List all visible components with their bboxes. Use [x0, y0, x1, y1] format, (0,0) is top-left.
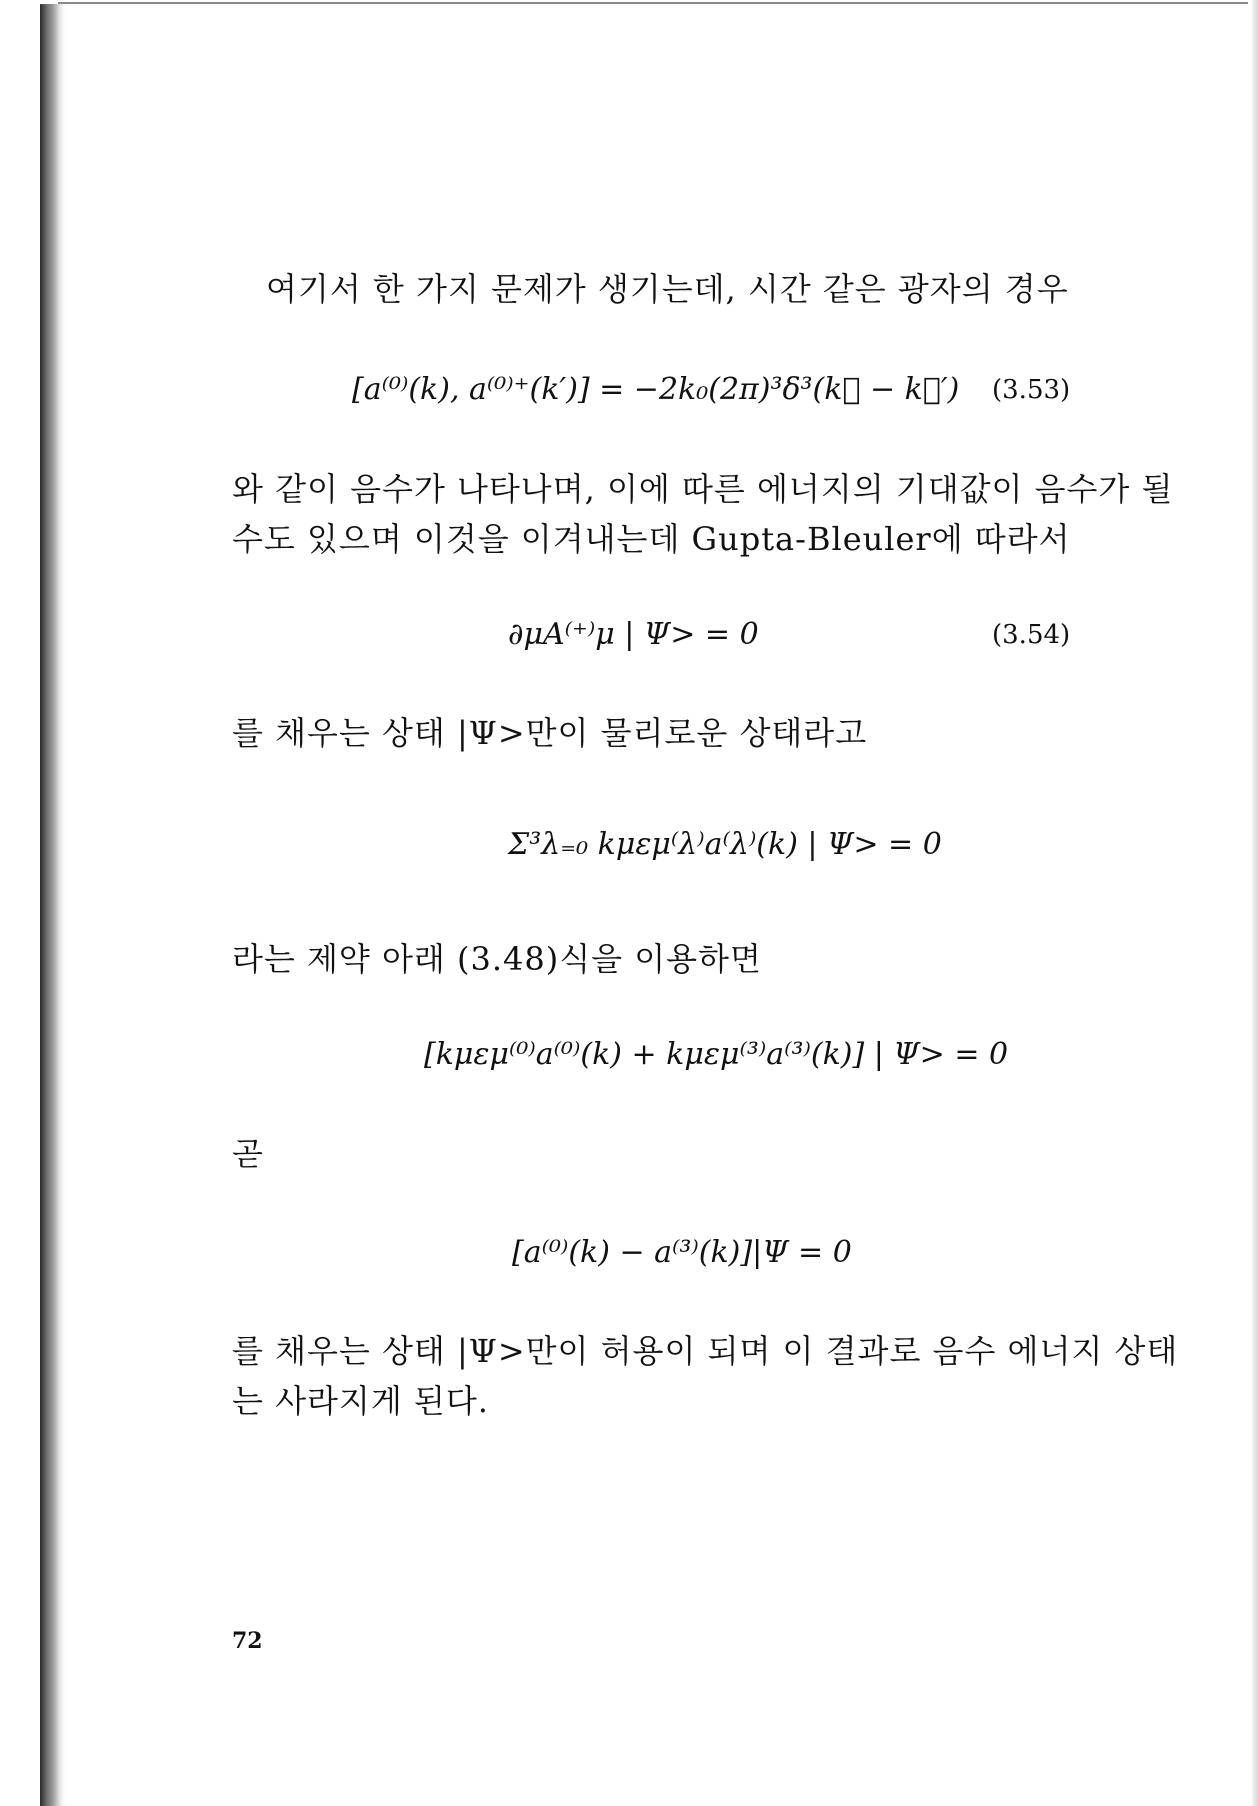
paragraph-1: 여기서 한 가지 문제가 생기는데, 시간 같은 광자의 경우 — [266, 270, 1069, 308]
equation-sum: Σ³λ₌₀ kμεμ⁽λ⁾a⁽λ⁾(k) | Ψ> = 0 — [508, 827, 942, 862]
equation-final: [a⁽⁰⁾(k) − a⁽³⁾(k)]|Ψ = 0 — [512, 1235, 852, 1270]
paragraph-2-line-2: 수도 있으며 이것을 이겨내는데 Gupta-Bleuler에 따라서 — [232, 520, 1071, 558]
paragraph-5: 곧 — [232, 1135, 264, 1173]
paragraph-6-line-1: 를 채우는 상태 |Ψ>만이 허용이 되며 이 결과로 음수 에너지 상태 — [232, 1332, 1179, 1370]
page-edge — [1252, 0, 1258, 1806]
equation-3-54: ∂μA⁽⁺⁾μ | Ψ> = 0 — [508, 617, 759, 652]
paragraph-4: 라는 제약 아래 (3.48)식을 이용하면 — [232, 940, 762, 978]
page-number: 72 — [232, 1628, 263, 1654]
equation-3-53: [a⁽⁰⁾(k), a⁽⁰⁾⁺(k′)] = −2k₀(2π)³δ³(k⃗ − k⃗′) — [352, 372, 960, 407]
paragraph-2-line-1: 와 같이 음수가 나타나며, 이에 따른 에너지의 기대값이 음수가 될 — [232, 470, 1174, 508]
book-spine — [40, 4, 58, 1806]
paragraph-6-line-2: 는 사라지게 된다. — [232, 1382, 489, 1420]
paragraph-3: 를 채우는 상태 |Ψ>만이 물리로운 상태라고 — [232, 714, 868, 752]
equation-number-3-54: (3.54) — [992, 620, 1071, 650]
equation-number-3-53: (3.53) — [992, 375, 1071, 405]
equation-expanded: [kμεμ⁽⁰⁾a⁽⁰⁾(k) + kμεμ⁽³⁾a⁽³⁾(k)] | Ψ> = 0 — [424, 1037, 1009, 1072]
